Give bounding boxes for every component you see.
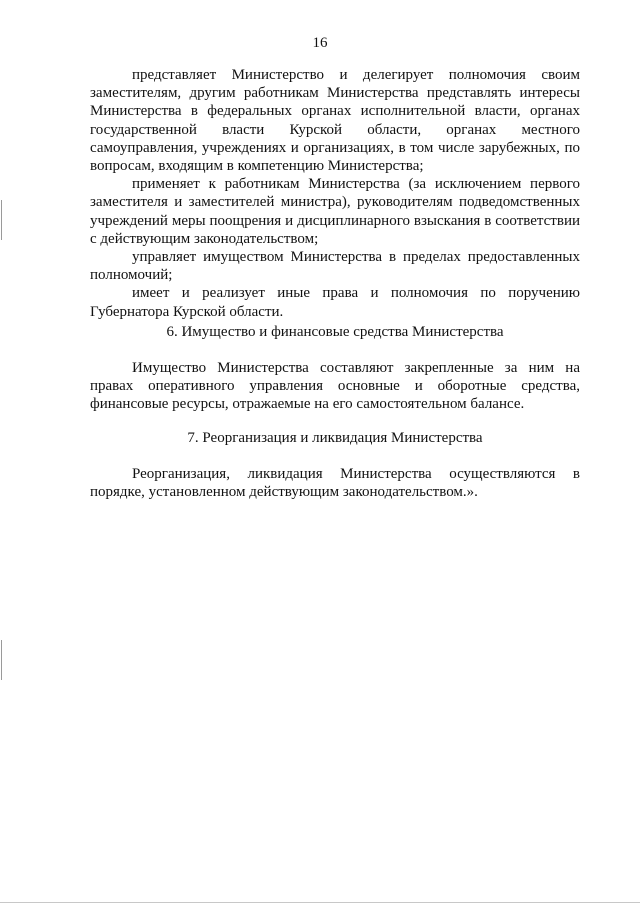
scan-edge-mark: [1, 200, 2, 240]
section-6: [90, 323, 580, 341]
section-heading: 6. Имущество и финансовые средства Министерства: [166, 324, 504, 340]
page-number: 16: [312, 35, 328, 51]
paragraph: применяет к работникам Министерства (за исключением первого заместителя и заместителей министра), руководителям подведомственных учреждений меры поощрения и дисциплинарного взыскания в соответствии с действующим законодательством;: [90, 176, 580, 247]
section-6-body: [90, 359, 580, 414]
section-7-body: [90, 465, 580, 501]
paragraph: Имущество Министерства составляют закрепленные за ним на правах оперативного управления основные и оборотные средства, финансовые ресурсы, отражаемые на его самостоятельном балансе.: [90, 360, 580, 413]
paragraph: управляет имуществом Министерства в пределах предоставленных полномочий;: [90, 249, 580, 284]
scan-bottom-edge: [0, 902, 640, 903]
section-7: [90, 429, 580, 447]
paragraph: представляет Министерство и делегирует полномочия своим заместителям, другим работникам Министерства представлять интересы Министерства в федеральных органах исполнительной власти, органах государственной власти Курской области, органах местного самоуправления, учреждениях и организациях, в том числе зарубежных, по вопросам, входящим в компетенцию Министерства;: [90, 67, 580, 175]
paragraph: имеет и реализует иные права и полномочия по поручению Губернатора Курской области.: [90, 285, 580, 320]
section-5-continuation: [90, 66, 580, 321]
paragraph: Реорганизация, ликвидация Министерства осуществляются в порядке, установленном действующим законодательством.».: [90, 466, 580, 501]
scan-edge-mark: [1, 640, 2, 680]
section-heading: 7. Реорганизация и ликвидация Министерства: [187, 430, 483, 446]
